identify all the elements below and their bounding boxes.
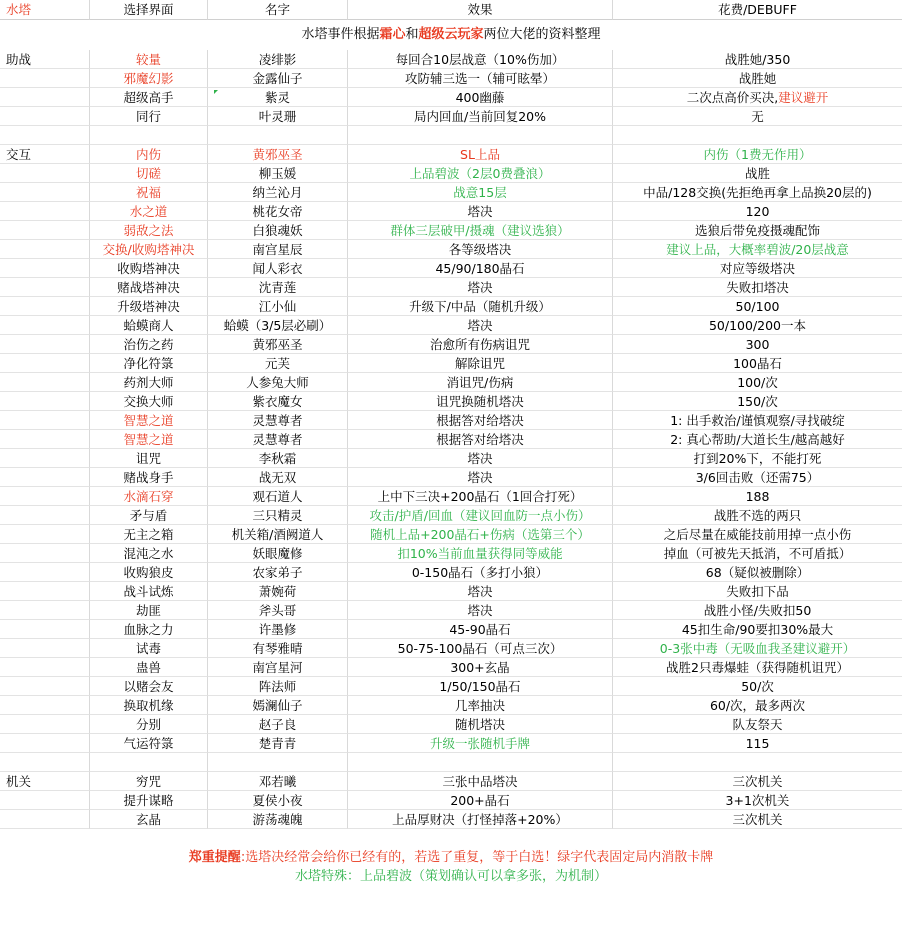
name-cell[interactable]: 凌绯影 xyxy=(208,50,348,69)
header-name[interactable]: 名字 xyxy=(208,0,348,20)
effect-cell[interactable]: 塔决 xyxy=(348,278,613,297)
effect-cell[interactable]: 消诅咒/伤病 xyxy=(348,373,613,392)
empty-cell[interactable] xyxy=(0,126,90,145)
name-cell[interactable]: 战无双 xyxy=(208,468,348,487)
section-label-cell[interactable] xyxy=(0,791,90,810)
table-row xyxy=(0,278,902,297)
effect-cell[interactable]: 每回合10层战意（10%伤加） xyxy=(348,50,613,69)
cost-cell[interactable]: 60/次，最多两次 xyxy=(613,696,902,715)
name-cell[interactable]: 黄邪巫圣 xyxy=(208,145,348,164)
choice-cell[interactable]: 水滴石穿 xyxy=(90,487,208,506)
cost-cell[interactable]: 失败扣下品 xyxy=(613,582,902,601)
name-cell[interactable]: 灵慧尊者 xyxy=(208,430,348,449)
empty-cell[interactable] xyxy=(348,126,613,145)
table-row xyxy=(0,88,902,107)
name-cell[interactable]: 南宫星辰 xyxy=(208,240,348,259)
empty-cell[interactable] xyxy=(90,126,208,145)
table-row xyxy=(0,544,902,563)
section-label-cell[interactable] xyxy=(0,202,90,221)
cost-cell[interactable]: 0-3张中毒（无吸血我圣建议避开） xyxy=(613,639,902,658)
effect-cell[interactable]: 诅咒换随机塔决 xyxy=(348,392,613,411)
section-label-cell[interactable] xyxy=(0,810,90,829)
cost-cell[interactable]: 之后尽量在威能技前用掉一点小伤 xyxy=(613,525,902,544)
section-label-cell[interactable] xyxy=(0,297,90,316)
choice-cell[interactable]: 换取机缘 xyxy=(90,696,208,715)
cost-cell[interactable] xyxy=(613,88,902,107)
cost-cell[interactable]: 打到20%下，不能打死 xyxy=(613,449,902,468)
choice-cell[interactable]: 切磋 xyxy=(90,164,208,183)
cost-cell[interactable]: 战胜不选的两只 xyxy=(613,506,902,525)
cost-cell[interactable]: 300 xyxy=(613,335,902,354)
table-row xyxy=(0,240,902,259)
table-row xyxy=(0,221,902,240)
name-cell[interactable]: 许墨修 xyxy=(208,620,348,639)
effect-cell[interactable]: 塔决 xyxy=(348,468,613,487)
section-label-cell[interactable]: 交互 xyxy=(0,145,90,164)
choice-cell[interactable]: 蛤蟆商人 xyxy=(90,316,208,335)
cost-cell[interactable]: 三次机关 xyxy=(613,810,902,829)
section-label-cell[interactable] xyxy=(0,335,90,354)
header-choice[interactable]: 选择界面 xyxy=(90,0,208,20)
effect-cell[interactable]: 解除诅咒 xyxy=(348,354,613,373)
title-author1: 霜心 xyxy=(379,27,406,42)
choice-cell[interactable]: 试毒 xyxy=(90,639,208,658)
choice-cell[interactable]: 收购塔神决 xyxy=(90,259,208,278)
effect-cell[interactable]: 治愈所有伤病诅咒 xyxy=(348,335,613,354)
cost-cell[interactable]: 建议上品，大概率碧波/20层战意 xyxy=(613,240,902,259)
choice-cell[interactable]: 劫匪 xyxy=(90,601,208,620)
choice-cell[interactable]: 穷咒 xyxy=(90,772,208,791)
section-label-cell[interactable] xyxy=(0,601,90,620)
choice-cell[interactable]: 无主之箱 xyxy=(90,525,208,544)
name-cell[interactable]: 南宫星河 xyxy=(208,658,348,677)
section-label-cell[interactable] xyxy=(0,696,90,715)
spacer-row xyxy=(0,126,902,145)
name-cell[interactable]: 李秋霜 xyxy=(208,449,348,468)
choice-cell[interactable]: 以赌会友 xyxy=(90,677,208,696)
name-cell[interactable]: 嫣澜仙子 xyxy=(208,696,348,715)
choice-cell[interactable]: 祝福 xyxy=(90,183,208,202)
cost-cell[interactable]: 3+1次机关 xyxy=(613,791,902,810)
choice-cell[interactable]: 升级塔神决 xyxy=(90,297,208,316)
effect-cell[interactable]: 群体三层破甲/摄魂（建议选狼） xyxy=(348,221,613,240)
table-row xyxy=(0,582,902,601)
effect-cell[interactable]: SL上品 xyxy=(348,145,613,164)
choice-cell[interactable]: 赌战身手 xyxy=(90,468,208,487)
choice-cell[interactable]: 收购狼皮 xyxy=(90,563,208,582)
name-cell[interactable]: 楚青青 xyxy=(208,734,348,753)
choice-cell[interactable]: 矛与盾 xyxy=(90,506,208,525)
name-cell[interactable]: 沈青莲 xyxy=(208,278,348,297)
table-row xyxy=(0,392,902,411)
table-row xyxy=(0,734,902,753)
effect-cell[interactable]: 45-90晶石 xyxy=(348,620,613,639)
name-cell[interactable]: 斧头哥 xyxy=(208,601,348,620)
effect-cell[interactable]: 攻防辅三选一（辅可眩晕） xyxy=(348,69,613,88)
table-body xyxy=(0,50,902,829)
cost-cell[interactable]: 战胜 xyxy=(613,164,902,183)
section-label-cell[interactable] xyxy=(0,107,90,126)
cost-cell[interactable]: 45扣生命/90要扣30%最大 xyxy=(613,620,902,639)
effect-cell[interactable]: 升级下/中品（随机升级） xyxy=(348,297,613,316)
name-cell[interactable]: 灵慧尊者 xyxy=(208,411,348,430)
effect-cell[interactable]: 升级一张随机手牌 xyxy=(348,734,613,753)
table-row xyxy=(0,335,902,354)
name-cell[interactable]: 纳兰沁月 xyxy=(208,183,348,202)
section-label-cell[interactable] xyxy=(0,69,90,88)
section-label-cell[interactable] xyxy=(0,278,90,297)
section-label-cell[interactable] xyxy=(0,639,90,658)
choice-cell[interactable]: 智慧之道 xyxy=(90,430,208,449)
name-cell[interactable]: 柳玉媛 xyxy=(208,164,348,183)
table-row xyxy=(0,468,902,487)
name-cell[interactable]: 萧婉荷 xyxy=(208,582,348,601)
cost-cell[interactable]: 50/100/200一本 xyxy=(613,316,902,335)
choice-cell[interactable]: 提升谋略 xyxy=(90,791,208,810)
choice-cell[interactable]: 超级高手 xyxy=(90,88,208,107)
table-row xyxy=(0,164,902,183)
cost-cell[interactable]: 100晶石 xyxy=(613,354,902,373)
choice-cell[interactable]: 气运符箓 xyxy=(90,734,208,753)
name-cell[interactable]: 元芙 xyxy=(208,354,348,373)
header-cost[interactable]: 花费/DEBUFF xyxy=(613,0,902,20)
section-label-cell[interactable] xyxy=(0,373,90,392)
section-label-cell[interactable] xyxy=(0,392,90,411)
section-label-cell[interactable] xyxy=(0,88,90,107)
cost-cell[interactable]: 掉血（可被先天抵消，不可盾抵） xyxy=(613,544,902,563)
effect-cell[interactable]: 塔决 xyxy=(348,582,613,601)
section-label-cell[interactable] xyxy=(0,183,90,202)
effect-cell[interactable]: 50-75-100晶石（可点三次） xyxy=(348,639,613,658)
name-cell[interactable]: 人参兔大师 xyxy=(208,373,348,392)
section-label-cell[interactable] xyxy=(0,544,90,563)
table-row xyxy=(0,183,902,202)
name-cell[interactable]: 叶灵珊 xyxy=(208,107,348,126)
name-cell[interactable]: 游荡魂魄 xyxy=(208,810,348,829)
header-effect[interactable]: 效果 xyxy=(348,0,613,20)
choice-cell[interactable]: 智慧之道 xyxy=(90,411,208,430)
empty-cell[interactable] xyxy=(208,753,348,772)
name-cell[interactable]: 蛤蟆（3/5层必刷） xyxy=(208,316,348,335)
effect-cell[interactable]: 上中下三决+200晶石（1回合打死） xyxy=(348,487,613,506)
table-row xyxy=(0,297,902,316)
name-cell[interactable]: 紫衣魔女 xyxy=(208,392,348,411)
effect-cell[interactable]: 几率抽决 xyxy=(348,696,613,715)
effect-cell[interactable]: 上品厚财决（打怪掉落+20%） xyxy=(348,810,613,829)
effect-cell[interactable]: 随机上品+200晶石+伤病（选第三个） xyxy=(348,525,613,544)
cost-cell[interactable]: 68（疑似被删除） xyxy=(613,563,902,582)
section-label-cell[interactable] xyxy=(0,734,90,753)
cost-cell[interactable]: 内伤（1费无作用） xyxy=(613,145,902,164)
choice-cell[interactable]: 邪魔幻影 xyxy=(90,69,208,88)
effect-cell[interactable]: 塔决 xyxy=(348,202,613,221)
cost-cell[interactable]: 115 xyxy=(613,734,902,753)
table-row xyxy=(0,810,902,829)
empty-cell[interactable] xyxy=(613,126,902,145)
warning-text: :选塔决经常会给你已经有的，若选了重复，等于白选！绿字代表固定局内消散卡牌 xyxy=(240,850,714,865)
name-cell[interactable]: 农家弟子 xyxy=(208,563,348,582)
effect-cell[interactable]: 1/50/150晶石 xyxy=(348,677,613,696)
effect-cell[interactable]: 根据答对给塔决 xyxy=(348,430,613,449)
table-row xyxy=(0,354,902,373)
table-row xyxy=(0,620,902,639)
table-row xyxy=(0,69,902,88)
cost-cell[interactable]: 无 xyxy=(613,107,902,126)
table-row xyxy=(0,373,902,392)
warning-prefix: 郑重提醒 xyxy=(188,850,241,865)
table-row xyxy=(0,696,902,715)
cost-cell[interactable]: 100/次 xyxy=(613,373,902,392)
effect-cell[interactable]: 攻击/护盾/回血（建议回血防一点小伤） xyxy=(348,506,613,525)
effect-cell[interactable]: 塔决 xyxy=(348,601,613,620)
choice-cell[interactable]: 交换大师 xyxy=(90,392,208,411)
choice-cell[interactable]: 较量 xyxy=(90,50,208,69)
choice-cell[interactable]: 同行 xyxy=(90,107,208,126)
section-label-cell[interactable] xyxy=(0,715,90,734)
empty-cell[interactable] xyxy=(613,753,902,772)
table-row xyxy=(0,658,902,677)
name-cell[interactable]: 阵法师 xyxy=(208,677,348,696)
header-row xyxy=(0,0,902,20)
section-label-cell[interactable] xyxy=(0,487,90,506)
effect-cell[interactable]: 0-150晶石（多打小狼） xyxy=(348,563,613,582)
special-note[interactable]: 水塔特殊：上品碧波（策划确认可以拿多张，为机制） xyxy=(294,869,607,884)
name-cell[interactable]: 白狼魂妖 xyxy=(208,221,348,240)
cost-cell[interactable]: 188 xyxy=(613,487,902,506)
section-label-cell[interactable] xyxy=(0,430,90,449)
section-label-cell[interactable] xyxy=(0,677,90,696)
section-label-cell[interactable] xyxy=(0,506,90,525)
cost-cell[interactable]: 对应等级塔决 xyxy=(613,259,902,278)
name-cell[interactable]: 紫灵 xyxy=(208,88,348,107)
section-label-cell[interactable] xyxy=(0,620,90,639)
table-row xyxy=(0,145,902,164)
table-row xyxy=(0,487,902,506)
table-row xyxy=(0,639,902,658)
table-row xyxy=(0,411,902,430)
choice-cell[interactable]: 战斗试炼 xyxy=(90,582,208,601)
effect-cell[interactable]: 上品碧波（2层0费叠浪） xyxy=(348,164,613,183)
choice-cell[interactable]: 混沌之水 xyxy=(90,544,208,563)
section-label-cell[interactable] xyxy=(0,221,90,240)
effect-cell[interactable]: 随机塔决 xyxy=(348,715,613,734)
name-cell[interactable]: 有琴雅晴 xyxy=(208,639,348,658)
effect-cell[interactable]: 塔决 xyxy=(348,449,613,468)
section-label-cell[interactable] xyxy=(0,449,90,468)
choice-cell[interactable]: 血脉之力 xyxy=(90,620,208,639)
effect-cell[interactable]: 扣10%当前血量获得同等威能 xyxy=(348,544,613,563)
title-prefix: 水塔事件根据 xyxy=(301,27,380,42)
section-label-cell[interactable] xyxy=(0,582,90,601)
effect-cell[interactable]: 400幽藤 xyxy=(348,88,613,107)
table-row xyxy=(0,259,902,278)
section-label-cell[interactable] xyxy=(0,316,90,335)
title-author2: 超级云玩家 xyxy=(418,27,484,42)
table-row xyxy=(0,50,902,69)
section-label-cell[interactable] xyxy=(0,164,90,183)
section-label-cell[interactable] xyxy=(0,658,90,677)
table-row xyxy=(0,563,902,582)
section-label-cell[interactable]: 机关 xyxy=(0,772,90,791)
spacer-row xyxy=(0,753,902,772)
table-row xyxy=(0,772,902,791)
table-row xyxy=(0,506,902,525)
cost-cell[interactable]: 战胜小怪/失败扣50 xyxy=(613,601,902,620)
choice-cell[interactable]: 蛊兽 xyxy=(90,658,208,677)
name-cell[interactable]: 闻人彩衣 xyxy=(208,259,348,278)
cost-cell[interactable]: 50/次 xyxy=(613,677,902,696)
cost-cell[interactable]: 战胜她/350 xyxy=(613,50,902,69)
section-label-cell[interactable] xyxy=(0,411,90,430)
choice-cell[interactable]: 赌战塔神决 xyxy=(90,278,208,297)
choice-cell[interactable]: 药剂大师 xyxy=(90,373,208,392)
table-row xyxy=(0,107,902,126)
effect-cell[interactable]: 局内回血/当前回复20% xyxy=(348,107,613,126)
name-cell[interactable]: 桃花女帝 xyxy=(208,202,348,221)
effect-cell[interactable]: 根据答对给塔决 xyxy=(348,411,613,430)
table-row xyxy=(0,449,902,468)
cost-cell[interactable]: 50/100 xyxy=(613,297,902,316)
name-cell[interactable]: 金露仙子 xyxy=(208,69,348,88)
warning-note-row xyxy=(0,848,902,867)
choice-cell[interactable]: 交换/收购塔神决 xyxy=(90,240,208,259)
cost-cell[interactable]: 战胜2只毒爆蛙（获得随机诅咒） xyxy=(613,658,902,677)
cost-cell[interactable]: 选狼后带免疫摄魂配饰 xyxy=(613,221,902,240)
cost-cell[interactable]: 队友祭天 xyxy=(613,715,902,734)
name-cell[interactable]: 机关箱/酒阙道人 xyxy=(208,525,348,544)
empty-cell[interactable] xyxy=(208,126,348,145)
table-row xyxy=(0,677,902,696)
effect-cell[interactable]: 45/90/180晶石 xyxy=(348,259,613,278)
effect-cell[interactable]: 200+晶石 xyxy=(348,791,613,810)
section-label-cell[interactable]: 助战 xyxy=(0,50,90,69)
warning-note[interactable] xyxy=(0,848,902,867)
name-cell[interactable]: 江小仙 xyxy=(208,297,348,316)
table-row xyxy=(0,791,902,810)
empty-cell[interactable] xyxy=(348,753,613,772)
choice-cell[interactable]: 内伤 xyxy=(90,145,208,164)
table-row xyxy=(0,525,902,544)
effect-cell[interactable]: 三张中品塔决 xyxy=(348,772,613,791)
page-title[interactable] xyxy=(0,20,902,50)
choice-cell[interactable]: 治伤之药 xyxy=(90,335,208,354)
section-label-cell[interactable] xyxy=(0,240,90,259)
special-note-row xyxy=(0,867,902,886)
cost-cell[interactable]: 2: 真心帮助/大道长生/越高越好 xyxy=(613,430,902,449)
choice-cell[interactable]: 分别 xyxy=(90,715,208,734)
section-label-cell[interactable] xyxy=(0,525,90,544)
cost-prefix: 二次点高价买决, xyxy=(686,90,779,105)
name-cell[interactable]: 三只精灵 xyxy=(208,506,348,525)
empty-cell[interactable] xyxy=(90,753,208,772)
name-cell[interactable]: 邓若曦 xyxy=(208,772,348,791)
section-label-cell[interactable] xyxy=(0,468,90,487)
effect-cell[interactable]: 300+玄晶 xyxy=(348,658,613,677)
section-label-cell[interactable] xyxy=(0,354,90,373)
comment-marker-icon[interactable] xyxy=(214,90,218,94)
title-suffix: 两位大佬的资料整理 xyxy=(483,27,601,42)
empty-cell[interactable] xyxy=(0,753,90,772)
effect-cell[interactable]: 战意15层 xyxy=(348,183,613,202)
name-cell[interactable]: 妖眼魔修 xyxy=(208,544,348,563)
name-cell[interactable]: 观石道人 xyxy=(208,487,348,506)
section-label-cell[interactable] xyxy=(0,563,90,582)
table-row xyxy=(0,316,902,335)
section-label-cell[interactable] xyxy=(0,259,90,278)
cost-cell[interactable]: 120 xyxy=(613,202,902,221)
title-row xyxy=(0,20,902,50)
spacer-row xyxy=(0,829,902,848)
cost-cell[interactable]: 3/6回击败（还需75） xyxy=(613,468,902,487)
cost-cell[interactable]: 战胜她 xyxy=(613,69,902,88)
header-section[interactable]: 水塔 xyxy=(0,0,90,20)
choice-cell[interactable]: 净化符箓 xyxy=(90,354,208,373)
cost-suffix: 建议避开 xyxy=(778,90,829,105)
name-cell[interactable]: 赵子良 xyxy=(208,715,348,734)
name-cell[interactable]: 黄邪巫圣 xyxy=(208,335,348,354)
choice-cell[interactable]: 玄晶 xyxy=(90,810,208,829)
table-row xyxy=(0,430,902,449)
choice-cell[interactable]: 水之道 xyxy=(90,202,208,221)
table-row xyxy=(0,202,902,221)
choice-cell[interactable]: 诅咒 xyxy=(90,449,208,468)
cost-cell[interactable]: 失败扣塔决 xyxy=(613,278,902,297)
title-mid: 和 xyxy=(405,27,419,42)
table-row xyxy=(0,601,902,620)
cost-cell[interactable]: 三次机关 xyxy=(613,772,902,791)
effect-cell[interactable]: 塔决 xyxy=(348,316,613,335)
effect-cell[interactable]: 各等级塔决 xyxy=(348,240,613,259)
cost-cell[interactable]: 150/次 xyxy=(613,392,902,411)
name-cell[interactable]: 夏侯小夜 xyxy=(208,791,348,810)
cost-cell[interactable]: 1: 出手救治/谨慎观察/寻找破绽 xyxy=(613,411,902,430)
choice-cell[interactable]: 弱敌之法 xyxy=(90,221,208,240)
cost-cell[interactable]: 中品/128交换(先拒绝再拿上品换20层的) xyxy=(613,183,902,202)
table-row xyxy=(0,715,902,734)
